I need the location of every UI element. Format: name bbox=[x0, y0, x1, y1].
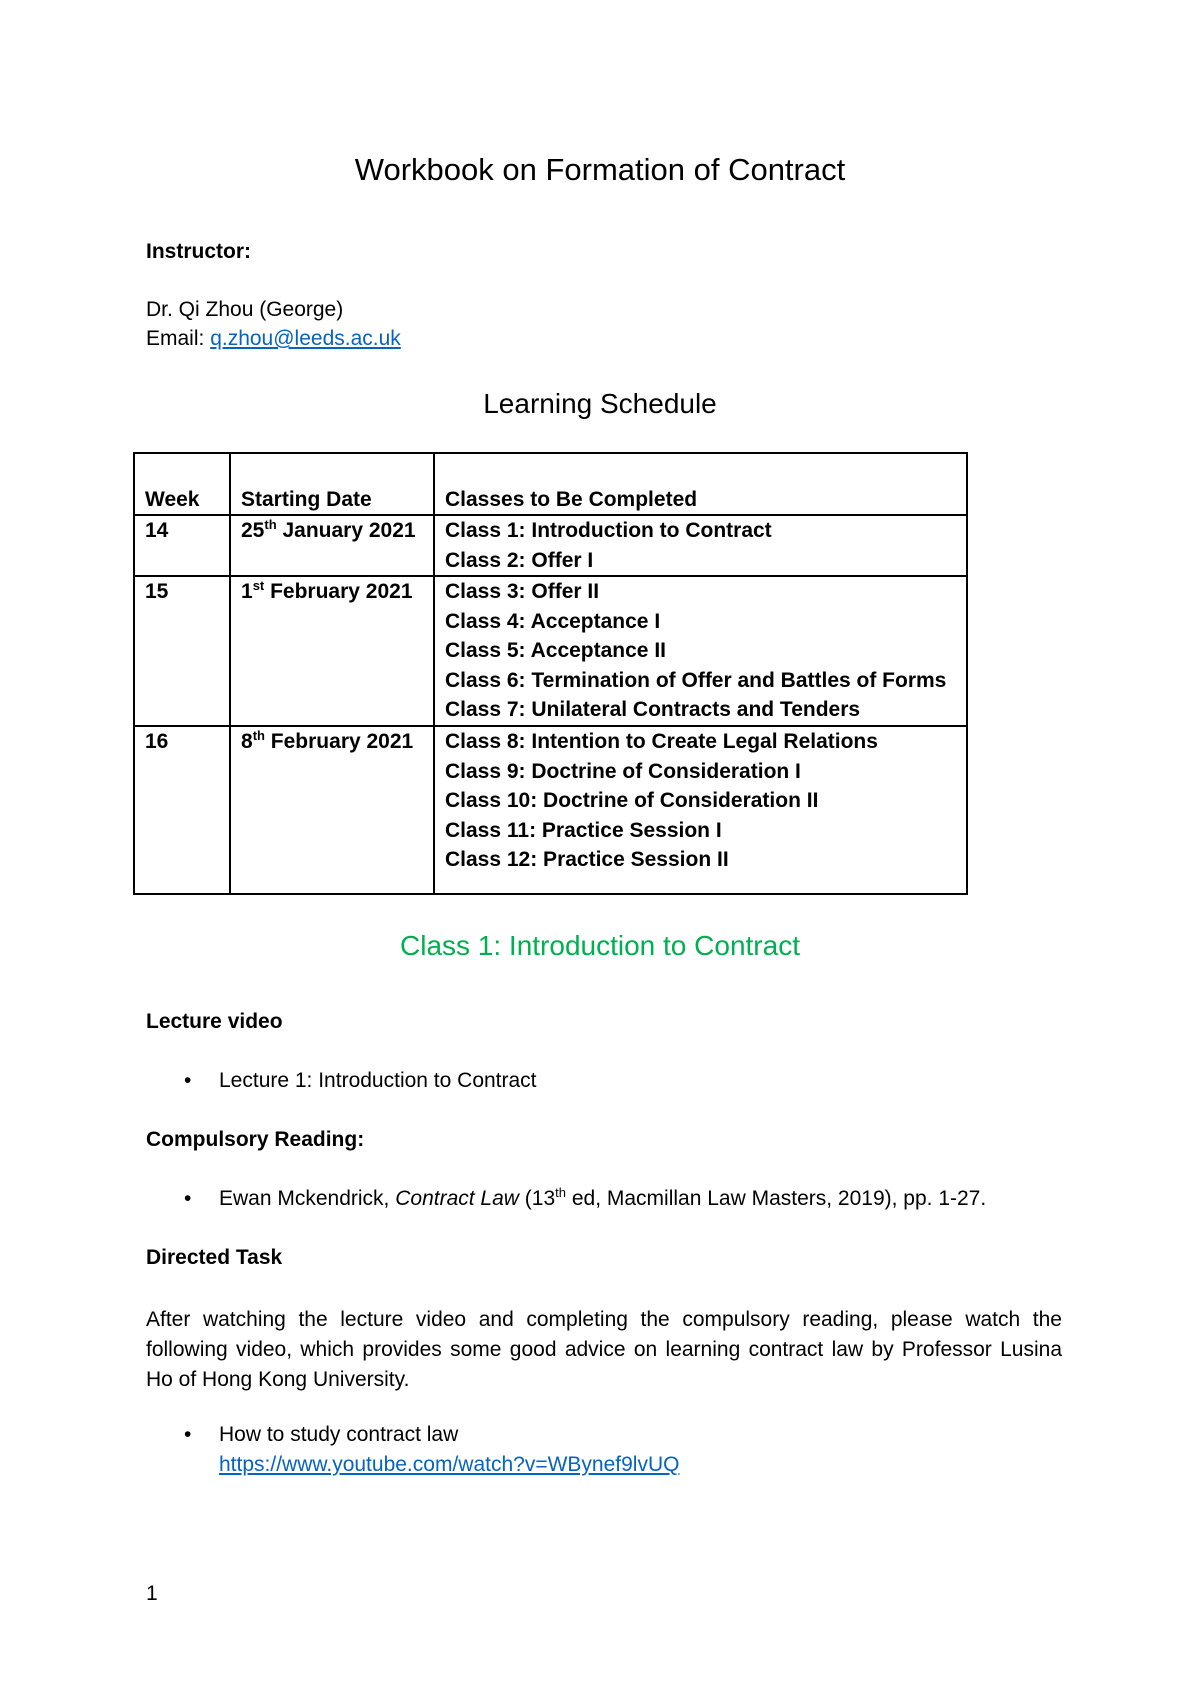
video-title: How to study contract law bbox=[219, 1423, 459, 1446]
date-rest: February 2021 bbox=[264, 580, 413, 603]
list-item bbox=[146, 1420, 679, 1480]
date-day: 25 bbox=[241, 519, 265, 542]
date-day: 1 bbox=[241, 580, 253, 603]
list-item bbox=[146, 1187, 986, 1211]
date-suffix: th bbox=[264, 517, 277, 532]
header-starting-date: Starting Date bbox=[230, 453, 434, 515]
class-item: Class 11: Practice Session I bbox=[445, 818, 722, 842]
lecture-video-label: Lecture video bbox=[146, 1010, 283, 1033]
class-item: Class 6: Termination of Offer and Battles of Forms bbox=[445, 668, 947, 692]
classes-cell bbox=[434, 515, 967, 576]
date-suffix: st bbox=[252, 578, 265, 593]
table-row bbox=[134, 726, 967, 894]
lecture-item-text: Lecture 1: Introduction to Contract bbox=[219, 1069, 537, 1092]
header-week: Week bbox=[134, 453, 230, 515]
class-item: Class 12: Practice Session II bbox=[445, 848, 729, 871]
compulsory-reading-label: Compulsory Reading: bbox=[146, 1128, 365, 1151]
reading-author: Ewan Mckendrick, bbox=[219, 1187, 396, 1210]
week-cell: 15 bbox=[134, 576, 230, 726]
class-item: Class 3: Offer II bbox=[445, 580, 600, 603]
bullet-icon: • bbox=[184, 1187, 192, 1210]
header-classes: Classes to Be Completed bbox=[434, 453, 967, 515]
classes-cell bbox=[434, 726, 967, 894]
reading-publisher: ed, Macmillan Law Masters, 2019), pp. 1-27. bbox=[566, 1187, 987, 1210]
schedule-table bbox=[133, 452, 968, 895]
directed-task-label: Directed Task bbox=[146, 1246, 283, 1269]
classes-cell bbox=[434, 576, 967, 726]
bullet-icon: • bbox=[184, 1069, 192, 1092]
reading-edition: (13 bbox=[518, 1187, 556, 1210]
week-cell: 14 bbox=[134, 515, 230, 576]
table-header-row bbox=[134, 453, 967, 515]
date-cell bbox=[230, 726, 434, 894]
class-item: Class 8: Intention to Create Legal Relations bbox=[445, 730, 878, 753]
reading-edition-suffix: th bbox=[555, 1185, 566, 1200]
week-cell: 16 bbox=[134, 726, 230, 894]
date-cell bbox=[230, 576, 434, 726]
date-cell bbox=[230, 515, 434, 576]
class-item: Class 1: Introduction to Contract bbox=[445, 519, 772, 542]
class-item: Class 7: Unilateral Contracts and Tenders bbox=[445, 698, 861, 721]
list-item bbox=[146, 1069, 537, 1093]
class-item: Class 9: Doctrine of Consideration I bbox=[445, 759, 801, 783]
table-row bbox=[134, 515, 967, 576]
page-number: 1 bbox=[146, 1582, 158, 1605]
video-link[interactable]: https://www.youtube.com/watch?v=WBynef9lvUQ bbox=[219, 1453, 680, 1476]
instructor-label: Instructor: bbox=[146, 240, 251, 263]
directed-task-text: After watching the lecture video and completing the compulsory reading, please watch the following video, which provides some good advice on learning contract law by Professor Lusina Ho of Hong Kong University. bbox=[146, 1308, 1062, 1391]
instructor-name: Dr. Qi Zhou (George) bbox=[146, 298, 344, 321]
instructor-email-line bbox=[146, 327, 401, 351]
video-entry bbox=[219, 1420, 679, 1480]
bullet-icon: • bbox=[184, 1423, 192, 1446]
date-rest: January 2021 bbox=[276, 519, 416, 542]
date-rest: February 2021 bbox=[264, 730, 414, 753]
email-link[interactable]: q.zhou@leeds.ac.uk bbox=[210, 327, 401, 350]
class-item: Class 2: Offer I bbox=[445, 548, 594, 572]
class-item: Class 5: Acceptance II bbox=[445, 639, 666, 662]
table-row bbox=[134, 576, 967, 726]
class-item: Class 4: Acceptance I bbox=[445, 609, 661, 633]
date-suffix: th bbox=[252, 728, 265, 743]
class1-heading: Class 1: Introduction to Contract bbox=[400, 930, 800, 961]
reading-title: Contract Law bbox=[395, 1187, 519, 1210]
document-title: Workbook on Formation of Contract bbox=[354, 152, 846, 187]
class-item: Class 10: Doctrine of Consideration II bbox=[445, 789, 819, 812]
reading-citation bbox=[219, 1187, 986, 1211]
schedule-title: Learning Schedule bbox=[483, 388, 717, 419]
date-day: 8 bbox=[241, 730, 253, 753]
email-label: Email: bbox=[146, 327, 211, 350]
